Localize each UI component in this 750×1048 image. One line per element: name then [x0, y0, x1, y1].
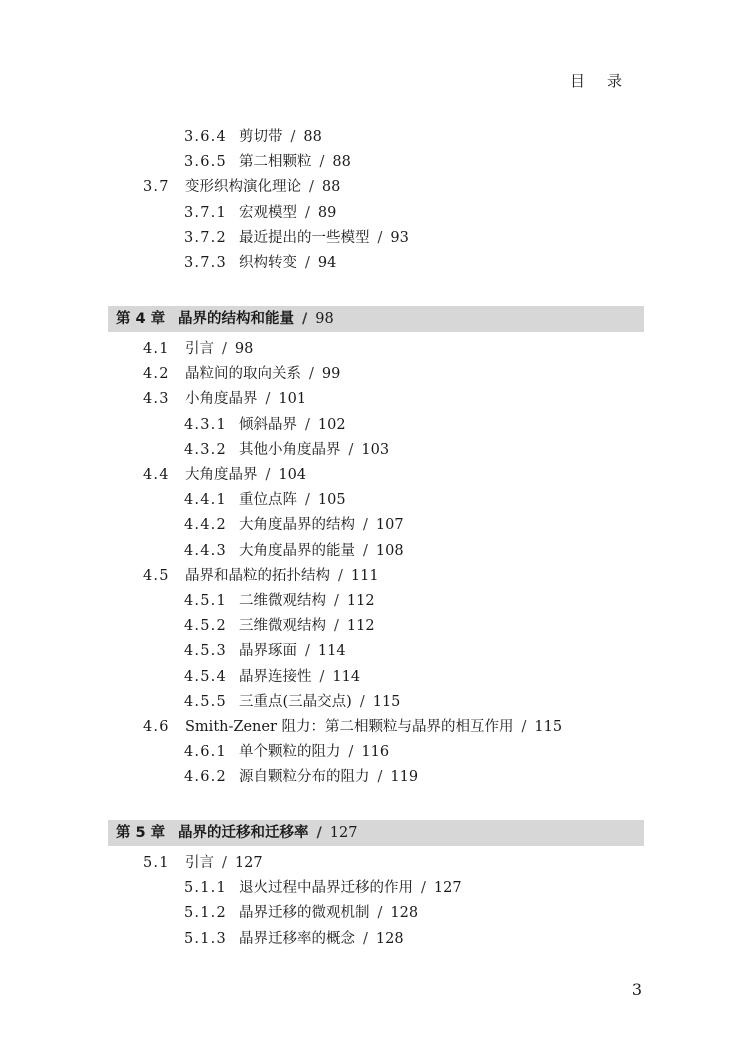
entry-title: 晶粒间的取向关系: [185, 366, 301, 383]
entry-title: 倾斜晶界: [239, 416, 297, 433]
entry-number: 4.6.2: [184, 769, 227, 786]
page-header-title: 目录: [569, 72, 644, 90]
entry-page: 128: [390, 905, 419, 922]
entry-number: 3.7.1: [184, 204, 227, 221]
toc-entry[interactable]: 4.6.1 单个颗粒的阻力 / 116: [184, 744, 390, 761]
toc-entry[interactable]: 5.1.1 退火过程中晶界迁移的作用 / 127: [184, 880, 462, 897]
toc-entry[interactable]: 4.4 大角度晶界 / 104: [143, 467, 307, 483]
toc-entry[interactable]: 4.5.3 晶界琢面 / 114: [184, 643, 346, 660]
entry-page: 114: [317, 643, 346, 660]
entry-page: 127: [433, 880, 462, 897]
entry-page: 115: [372, 693, 401, 710]
entry-title: 源自颗粒分布的阻力: [239, 769, 370, 786]
entry-title: 引言: [185, 855, 214, 871]
entry-title: 大角度晶界的能量: [239, 542, 355, 559]
entry-page: 88: [303, 129, 322, 145]
toc-entry[interactable]: 4.5.1 二维微观结构 / 112: [184, 593, 375, 609]
toc-entry[interactable]: 4.5 晶界和晶粒的拓扑结构 / 111: [143, 567, 379, 584]
entry-number: 4.5.1: [184, 593, 227, 609]
entry-page: 119: [390, 769, 419, 786]
entry-title: 大角度晶界: [185, 467, 258, 483]
entry-title: 三重点(三晶交点): [239, 693, 352, 710]
toc-entry[interactable]: 3.6.5 第二相颗粒 / 88: [184, 154, 351, 171]
entry-title: 第二相颗粒: [239, 154, 312, 171]
toc-entry[interactable]: 4.3.1 倾斜晶界 / 102: [184, 416, 346, 433]
entry-page: 103: [361, 441, 390, 458]
entry-number: 4.3: [143, 391, 170, 408]
entry-number: 3.7: [143, 179, 170, 196]
entry-page: 98: [234, 341, 254, 357]
entry-page: 88: [321, 179, 341, 196]
entry-page: 99: [321, 366, 341, 383]
entry-number: 4.3.2: [184, 441, 227, 458]
entry-page: 88: [332, 154, 351, 171]
entry-page: 112: [346, 618, 375, 635]
chapter-title-line: 晶界的结构和能量 / 98: [178, 311, 334, 327]
entry-title: 晶界和晶粒的拓扑结构: [185, 567, 330, 584]
entry-page: 89: [317, 204, 337, 221]
entry-number: 4.5.3: [184, 643, 227, 660]
toc-entry[interactable]: 4.6 Smith-Zener 阻力：第二相颗粒与晶界的相互作用 / 115: [143, 719, 563, 735]
entry-number: 4.4: [143, 467, 170, 483]
entry-number: 3.6.4: [184, 129, 227, 145]
entry-number: 5.1.2: [184, 905, 227, 922]
entry-page: 115: [534, 719, 563, 735]
entry-number: 5.1.1: [184, 880, 227, 897]
chapter-label: 第 5 章: [116, 825, 166, 841]
entry-title: 单个颗粒的阻力: [239, 744, 341, 761]
page-number: 3: [631, 980, 642, 999]
entry-title: 重位点阵: [239, 492, 297, 509]
chapter-page: 127: [329, 825, 358, 841]
entry-page: 104: [278, 467, 307, 483]
toc-entry[interactable]: 4.3.2 其他小角度晶界 / 103: [184, 441, 390, 458]
entry-title: 织构转变: [239, 255, 297, 271]
toc-entry[interactable]: 4.2 晶粒间的取向关系 / 99: [143, 366, 341, 383]
entry-page: 112: [346, 593, 375, 609]
entry-number: 5.1: [143, 855, 170, 871]
toc-entry[interactable]: 3.7.1 宏观模型 / 89: [184, 204, 337, 221]
entry-number: 4.4.1: [184, 492, 227, 509]
entry-page: 94: [317, 255, 337, 271]
toc-entry[interactable]: 4.5.5 三重点(三晶交点) / 115: [184, 693, 401, 710]
toc-entry[interactable]: 4.4.3 大角度晶界的能量 / 108: [184, 542, 404, 559]
toc-entry[interactable]: 4.1 引言 / 98: [143, 341, 254, 357]
chapter-title: 晶界的结构和能量: [178, 311, 294, 327]
toc-entry[interactable]: 3.7 变形织构演化理论 / 88: [143, 179, 341, 196]
entry-title: 晶界迁移率的概念: [239, 930, 355, 947]
entry-title: 其他小角度晶界: [239, 441, 341, 458]
entry-number: 4.3.1: [184, 416, 227, 433]
entry-number: 4.5: [143, 567, 170, 584]
entry-title: Smith-Zener 阻力：第二相颗粒与晶界的相互作用: [185, 719, 514, 735]
chapter-5-heading[interactable]: [108, 820, 644, 846]
entry-title: 三维微观结构: [239, 618, 326, 635]
entry-number: 4.5.5: [184, 693, 227, 710]
entry-title: 剪切带: [239, 129, 283, 145]
entry-title: 最近提出的一些模型: [239, 229, 370, 246]
chapter-4-heading[interactable]: [108, 306, 644, 332]
entry-title: 二维微观结构: [239, 593, 326, 609]
entry-page: 127: [234, 855, 263, 871]
toc-entry[interactable]: 5.1 引言 / 127: [143, 855, 263, 871]
entry-number: 4.2: [143, 366, 170, 383]
entry-page: 93: [390, 229, 409, 246]
entry-page: 108: [375, 542, 404, 559]
entry-number: 3.6.5: [184, 154, 227, 171]
entry-title: 变形织构演化理论: [185, 179, 301, 196]
entry-page: 105: [317, 492, 346, 509]
entry-page: 111: [350, 567, 379, 584]
entry-page: 107: [375, 517, 404, 534]
entry-number: 3.7.3: [184, 255, 227, 271]
toc-entry[interactable]: 4.4.1 重位点阵 / 105: [184, 492, 346, 509]
toc-entry[interactable]: 4.6.2 源自颗粒分布的阻力 / 119: [184, 769, 419, 786]
entry-title: 引言: [185, 341, 214, 357]
toc-entry[interactable]: 4.3 小角度晶界 / 101: [143, 391, 307, 408]
entry-title: 晶界迁移的微观机制: [239, 905, 370, 922]
entry-number: 4.1: [143, 341, 170, 357]
toc-entry[interactable]: 3.6.4 剪切带 / 88: [184, 129, 322, 145]
entry-number: 4.4.2: [184, 517, 227, 534]
chapter-title: 晶界的迁移和迁移率: [178, 825, 309, 841]
chapter-page: 98: [315, 311, 334, 327]
entry-title: 晶界琢面: [239, 643, 297, 660]
entry-title: 退火过程中晶界迁移的作用: [239, 880, 413, 897]
entry-number: 4.5.2: [184, 618, 227, 635]
entry-page: 116: [361, 744, 390, 761]
entry-number: 5.1.3: [184, 930, 227, 947]
toc-entry[interactable]: 4.5.2 三维微观结构 / 112: [184, 618, 375, 635]
toc-entry[interactable]: 4.4.2 大角度晶界的结构 / 107: [184, 517, 404, 534]
entry-number: 4.6: [143, 719, 170, 735]
toc-entry[interactable]: 3.7.3 织构转变 / 94: [184, 255, 337, 271]
toc-entry[interactable]: 5.1.2 晶界迁移的微观机制 / 128: [184, 905, 419, 922]
toc-entry[interactable]: 3.7.2 最近提出的一些模型 / 93: [184, 229, 409, 246]
toc-entry[interactable]: 4.5.4 晶界连接性 / 114: [184, 668, 361, 685]
entry-page: 102: [317, 416, 346, 433]
entry-number: 4.6.1: [184, 744, 227, 761]
entry-title: 小角度晶界: [185, 391, 258, 408]
entry-page: 114: [332, 668, 361, 685]
entry-page: 128: [375, 930, 404, 947]
entry-title: 大角度晶界的结构: [239, 517, 355, 534]
toc-entry[interactable]: 5.1.3 晶界迁移率的概念 / 128: [184, 930, 404, 947]
chapter-title-line: 晶界的迁移和迁移率 / 127: [178, 825, 358, 841]
entry-number: 4.5.4: [184, 668, 227, 685]
entry-number: 3.7.2: [184, 229, 227, 246]
chapter-label: 第 4 章: [116, 311, 166, 327]
entry-title: 晶界连接性: [239, 668, 312, 685]
entry-number: 4.4.3: [184, 542, 227, 559]
entry-title: 宏观模型: [239, 204, 297, 221]
entry-page: 101: [278, 391, 307, 408]
